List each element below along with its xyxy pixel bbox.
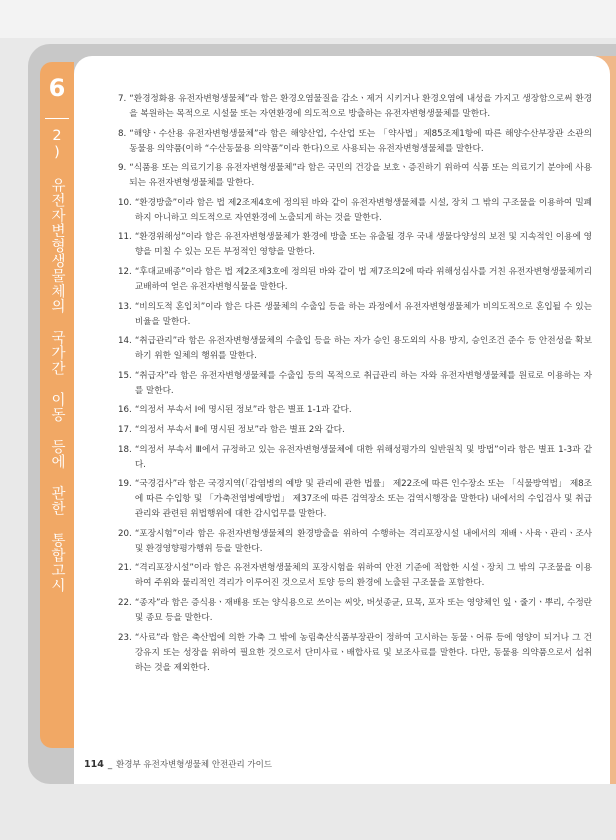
definition-item xyxy=(118,561,592,591)
item-number: 16. xyxy=(118,405,132,416)
item-number: 7. xyxy=(118,94,127,104)
item-text: “격리포장시설”이라 함은 유전자변형생물체의 포장시험을 위하여 안전 기준에 적합한 시설ㆍ장치 그 밖의 구조물을 이용하여 주위와 물리적인 격리가 이루어진 것으로서 토양 등의 환경에 노출된 구조물을 포함한다. xyxy=(134,563,592,589)
definition-item xyxy=(118,334,592,364)
book-title: 환경부 유전자변형생물체 안전관리 가이드 xyxy=(116,760,272,770)
item-text: “식품용 또는 의료기기용 유전자변형생물체”라 함은 국민의 건강을 보호ㆍ증진하기 위하여 식품 또는 의료기기 분야에 사용되는 유전자변형생물체를 말한다. xyxy=(129,163,592,189)
item-number: 13. xyxy=(118,301,132,312)
definition-item xyxy=(118,127,592,157)
definition-item xyxy=(118,196,592,226)
chapter-tab-divider xyxy=(45,118,69,119)
item-text: “국경검사”라 함은 국경지역(「감염병의 예방 및 관리에 관한 법률」 제22조에 따른 인수장소 또는 「식물방역법」 제8조에 따른 수입항 및 「가축전염병예방법」 제37조에 따른 검역장소 또는 검역시행장을 말한다) 내에서의 수입검사 및 취급관리와 관련된 위법행위에 대한 감시업무를 말한다. xyxy=(134,479,592,520)
item-number: 17. xyxy=(118,424,132,435)
footer-separator: _ xyxy=(107,760,113,770)
definition-item xyxy=(118,300,592,330)
item-text: “비의도적 혼입치”이라 함은 다른 생물체의 수출입 등을 하는 과정에서 유전자변형생물체가 비의도적으로 혼입될 수 있는 비율을 말한다. xyxy=(134,301,592,327)
item-number: 15. xyxy=(118,370,132,381)
item-text: “포장시험”이라 함은 유전자변형생물체의 환경방출을 위하여 수행하는 격리포장시설 내에서의 재배ㆍ사육ㆍ관리ㆍ조사 및 환경영향평가행위 등을 말한다. xyxy=(134,528,592,554)
item-number: 21. xyxy=(118,563,132,574)
item-number: 11. xyxy=(118,232,132,243)
definition-item xyxy=(118,596,592,626)
definition-item xyxy=(118,527,592,557)
definition-item xyxy=(118,631,592,676)
definition-item xyxy=(118,230,592,260)
chapter-title: 2) 유전자변형생물체의 국가간 이동 등에 관한 통합고시 xyxy=(49,128,65,593)
item-text: “해양ㆍ수산용 유전자변형생물체”라 함은 해양산업, 수산업 또는 「약사법」제85조제1항에 따른 해양수산부장관 소관의 동물용 의약품(이하 “수산동물용 의약품”이라 한다)으로 사용되는 유전자변형생물체를 말한다. xyxy=(129,128,592,154)
page-number: 114 xyxy=(84,759,104,770)
item-number: 14. xyxy=(118,336,132,347)
item-text: “의정서 부속서 Ⅱ에 명시된 정보”라 함은 별표 2와 같다. xyxy=(134,424,345,435)
item-number: 18. xyxy=(118,444,132,455)
item-number: 12. xyxy=(118,266,132,277)
item-number: 23. xyxy=(118,632,132,643)
chapter-number: 6 xyxy=(48,74,66,102)
item-number: 9. xyxy=(118,163,127,174)
item-number: 20. xyxy=(118,528,132,539)
item-number: 22. xyxy=(118,597,132,608)
item-text: “환경방출”이라 함은 법 제2조제4호에 정의된 바와 같이 유전자변형생물체를 시설, 장치 그 밖의 구조물을 이용하여 밀폐하지 아니하고 의도적으로 자연환경에 노출되게 하는 것을 말한다. xyxy=(134,197,592,223)
item-text: “종자”라 함은 증식용ㆍ재배용 또는 양식용으로 쓰이는 씨앗, 버섯종균, 묘목, 포자 또는 영양체인 잎ㆍ줄기ㆍ뿌리, 수정란 및 종묘 등을 말한다. xyxy=(134,597,592,623)
definition-item xyxy=(118,423,592,438)
item-text: “의정서 부속서 Ⅲ에서 규정하고 있는 유전자변형생물체에 대한 위해성평가의 일반원칙 및 방법”이라 함은 별표 1-3과 같다. xyxy=(134,444,592,470)
definition-item xyxy=(118,443,592,473)
item-text: “환경위해성”이라 함은 유전자변형생물체가 환경에 방출 또는 유출될 경우 국내 생물다양성의 보전 및 지속적인 이용에 영향을 미칠 수 있는 모든 부정적인 영향을 말한다. xyxy=(134,232,592,258)
page-footer xyxy=(84,758,272,770)
definition-item xyxy=(118,403,592,418)
definition-item xyxy=(118,265,592,295)
definition-item xyxy=(118,369,592,399)
top-band xyxy=(0,0,616,38)
item-text: “의정서 부속서 Ⅰ에 명시된 정보”라 함은 별표 1-1과 같다. xyxy=(134,405,352,416)
item-number: 8. xyxy=(118,128,127,139)
item-number: 19. xyxy=(118,479,132,490)
item-text: “환경정화용 유전자변형생물체”라 함은 환경오염물질을 감소ㆍ제거 시키거나 환경오염에 내성을 가지고 생장함으로써 환경을 복원하는 목적으로 시설물 또는 자연환경에 의도적으로 방출하는 유전자변형생물체를 말한다. xyxy=(129,94,592,119)
definitions-list xyxy=(118,92,592,680)
definition-item xyxy=(118,161,592,191)
item-text: “후대교배종”이라 함은 법 제2조제3호에 정의된 바와 같이 법 제7조의2에 따라 위해성심사를 거친 유전자변형생물체끼리 교배하여 얻은 유전자변형식물을 말한다. xyxy=(134,266,592,292)
item-text: “사료”라 함은 축산법에 의한 가축 그 밖에 농림축산식품부장관이 정하여 고시하는 동물ㆍ어류 등에 영양이 되거나 그 건강유지 또는 성장을 위하여 필요한 것으로서 단미사료ㆍ배합사료 및 보조사료를 말한다. 다만, 동물용 의약품으로서 섭취하는 것을 제외한다. xyxy=(134,632,592,673)
item-number: 10. xyxy=(118,197,132,208)
item-text: “취급자”라 함은 유전자변형생물체를 수출입 등의 목적으로 취급관리 하는 자와 유전자변형생물체를 원료로 이용하는 자를 말한다. xyxy=(134,370,592,396)
item-text: “취급관리”라 함은 유전자변형생물체의 수출입 등을 하는 자가 승인 용도외의 사용 방지, 승인조건 준수 등 안전성을 확보하기 위한 일체의 행위를 말한다. xyxy=(134,336,592,362)
definition-item xyxy=(118,477,592,522)
definition-item xyxy=(118,92,592,122)
